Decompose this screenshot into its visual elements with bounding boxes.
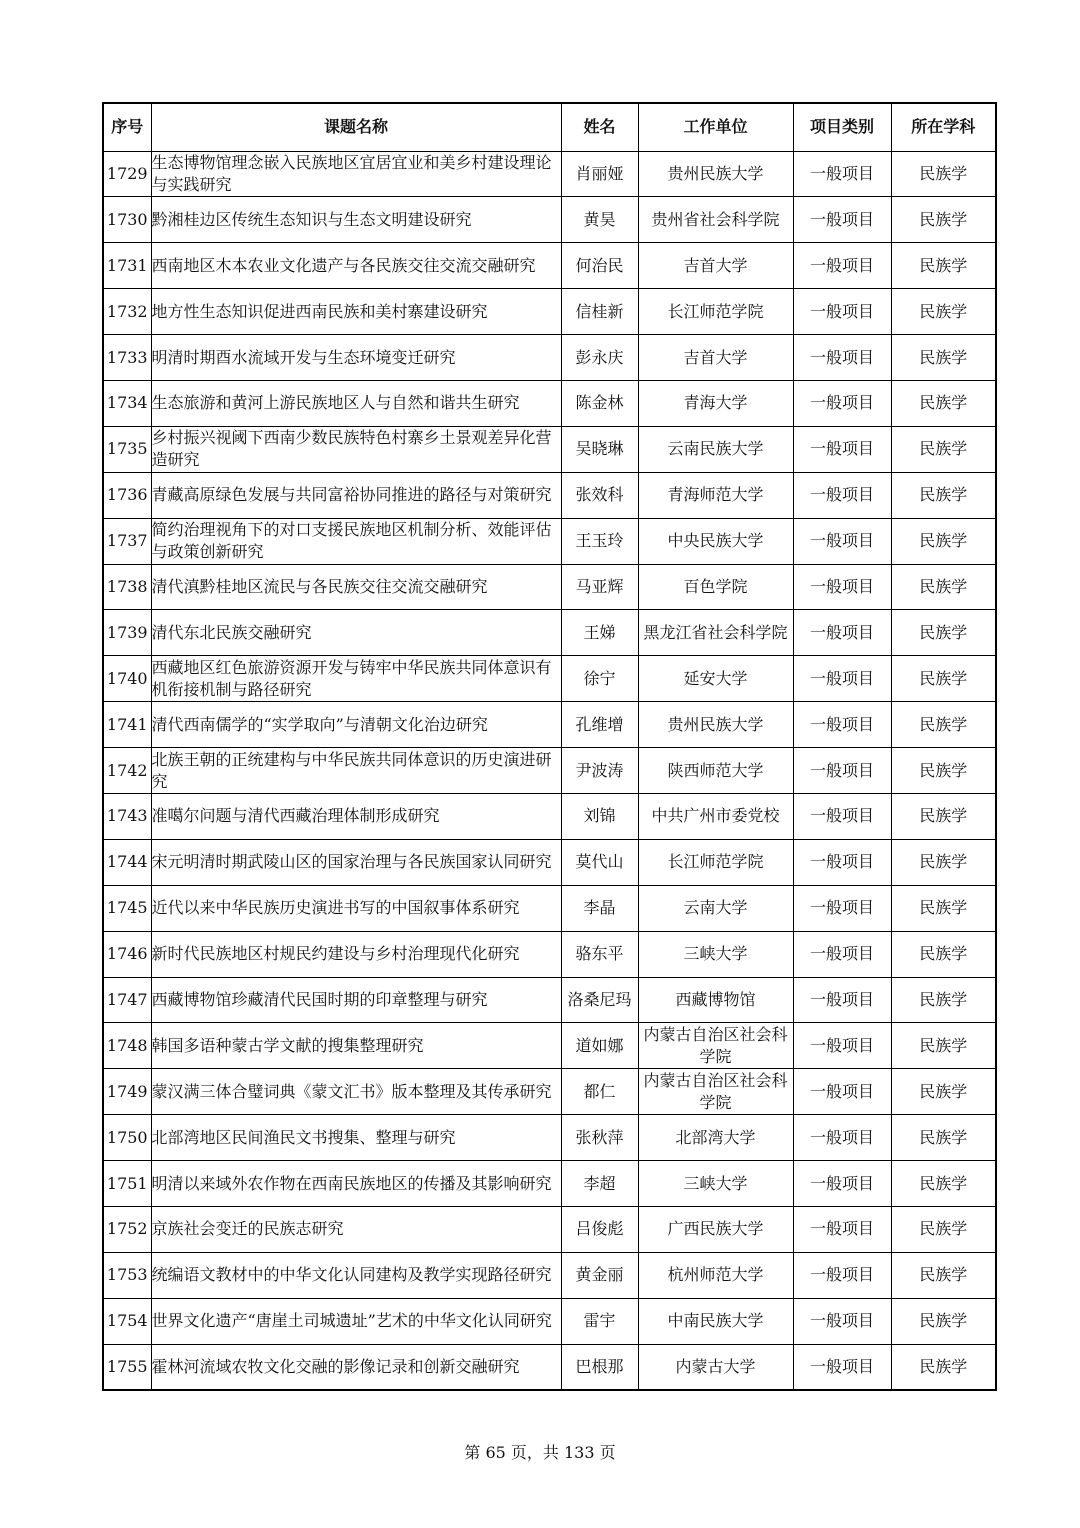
table-row: [103, 1206, 996, 1252]
cell-work-unit: 广西民族大学: [638, 1206, 793, 1252]
cell-subject: 民族学: [891, 197, 996, 243]
cell-subject: 民族学: [891, 977, 996, 1023]
table-header-row: [103, 103, 996, 151]
cell-work-unit: 贵州民族大学: [638, 151, 793, 197]
cell-project-title: 简约治理视角下的对口支援民族地区机制分析、效能评估与政策创新研究: [151, 518, 561, 564]
table-row: [103, 1344, 996, 1390]
header-subject: 所在学科: [891, 103, 996, 151]
cell-serial-number: 1754: [103, 1298, 151, 1344]
cell-work-unit: 百色学院: [638, 564, 793, 610]
cell-project-type: 一般项目: [793, 1069, 891, 1115]
cell-project-title: 新时代民族地区村规民约建设与乡村治理现代化研究: [151, 931, 561, 977]
cell-serial-number: 1751: [103, 1161, 151, 1207]
cell-project-type: 一般项目: [793, 1344, 891, 1390]
table-row: [103, 1161, 996, 1207]
cell-project-type: 一般项目: [793, 1161, 891, 1207]
cell-project-title: 世界文化遗产“唐崖土司城遗址”艺术的中华文化认同研究: [151, 1298, 561, 1344]
table-row: [103, 656, 996, 702]
cell-name: 黄金丽: [561, 1252, 638, 1298]
cell-serial-number: 1744: [103, 839, 151, 885]
cell-project-title: 生态博物馆理念嵌入民族地区宜居宜业和美乡村建设理论与实践研究: [151, 151, 561, 197]
cell-serial-number: 1732: [103, 289, 151, 335]
cell-subject: 民族学: [891, 1069, 996, 1115]
cell-work-unit: 西藏博物馆: [638, 977, 793, 1023]
cell-subject: 民族学: [891, 1115, 996, 1161]
cell-project-title: 明清时期酉水流域开发与生态环境变迁研究: [151, 335, 561, 381]
cell-name: 吴晓琳: [561, 426, 638, 472]
table-row: [103, 793, 996, 839]
table-row: [103, 702, 996, 748]
table-row: [103, 335, 996, 381]
cell-work-unit: 延安大学: [638, 656, 793, 702]
cell-serial-number: 1753: [103, 1252, 151, 1298]
cell-subject: 民族学: [891, 610, 996, 656]
cell-project-title: 韩国多语种蒙古学文献的搜集整理研究: [151, 1023, 561, 1069]
cell-project-title: 北部湾地区民间渔民文书搜集、整理与研究: [151, 1115, 561, 1161]
cell-work-unit: 贵州省社会科学院: [638, 197, 793, 243]
table-row: [103, 380, 996, 426]
cell-project-type: 一般项目: [793, 1023, 891, 1069]
cell-name: 彭永庆: [561, 335, 638, 381]
table-row: [103, 1252, 996, 1298]
cell-project-title: 蒙汉满三体合璧词典《蒙文汇书》版本整理及其传承研究: [151, 1069, 561, 1115]
cell-subject: 民族学: [891, 380, 996, 426]
cell-subject: 民族学: [891, 1161, 996, 1207]
table-row: [103, 564, 996, 610]
cell-serial-number: 1736: [103, 472, 151, 518]
table-row: [103, 289, 996, 335]
table-row: [103, 1298, 996, 1344]
cell-name: 马亚辉: [561, 564, 638, 610]
header-serial-number: 序号: [103, 103, 151, 151]
table-row: [103, 977, 996, 1023]
cell-subject: 民族学: [891, 243, 996, 289]
cell-work-unit: 陕西师范大学: [638, 748, 793, 794]
cell-name: 巴根那: [561, 1344, 638, 1390]
cell-name: 道如娜: [561, 1023, 638, 1069]
cell-serial-number: 1741: [103, 702, 151, 748]
header-name: 姓名: [561, 103, 638, 151]
cell-serial-number: 1755: [103, 1344, 151, 1390]
cell-serial-number: 1729: [103, 151, 151, 197]
cell-name: 肖丽娅: [561, 151, 638, 197]
cell-serial-number: 1745: [103, 885, 151, 931]
cell-serial-number: 1731: [103, 243, 151, 289]
table-row: [103, 839, 996, 885]
header-project-title: 课题名称: [151, 103, 561, 151]
cell-work-unit: 三峡大学: [638, 1161, 793, 1207]
cell-project-title: 北族王朝的正统建构与中华民族共同体意识的历史演进研究: [151, 748, 561, 794]
cell-project-type: 一般项目: [793, 518, 891, 564]
cell-project-type: 一般项目: [793, 702, 891, 748]
cell-project-title: 明清以来域外农作物在西南民族地区的传播及其影响研究: [151, 1161, 561, 1207]
cell-serial-number: 1735: [103, 426, 151, 472]
cell-subject: 民族学: [891, 1023, 996, 1069]
cell-subject: 民族学: [891, 289, 996, 335]
cell-subject: 民族学: [891, 702, 996, 748]
cell-name: 都仁: [561, 1069, 638, 1115]
cell-subject: 民族学: [891, 1206, 996, 1252]
cell-subject: 民族学: [891, 748, 996, 794]
cell-name: 骆东平: [561, 931, 638, 977]
cell-name: 李超: [561, 1161, 638, 1207]
cell-project-title: 京族社会变迁的民族志研究: [151, 1206, 561, 1252]
table-row: [103, 1023, 996, 1069]
cell-project-title: 乡村振兴视阈下西南少数民族特色村寨乡土景观差异化营造研究: [151, 426, 561, 472]
cell-project-type: 一般项目: [793, 977, 891, 1023]
cell-project-title: 近代以来中华民族历史演进书写的中国叙事体系研究: [151, 885, 561, 931]
cell-name: 王娣: [561, 610, 638, 656]
cell-subject: 民族学: [891, 564, 996, 610]
project-table: [102, 102, 997, 1391]
cell-serial-number: 1752: [103, 1206, 151, 1252]
cell-work-unit: 内蒙古自治区社会科学院: [638, 1069, 793, 1115]
cell-project-type: 一般项目: [793, 243, 891, 289]
cell-subject: 民族学: [891, 426, 996, 472]
cell-project-type: 一般项目: [793, 748, 891, 794]
table-row: [103, 748, 996, 794]
cell-work-unit: 中央民族大学: [638, 518, 793, 564]
cell-name: 莫代山: [561, 839, 638, 885]
cell-work-unit: 云南民族大学: [638, 426, 793, 472]
table-row: [103, 610, 996, 656]
cell-subject: 民族学: [891, 1298, 996, 1344]
cell-serial-number: 1734: [103, 380, 151, 426]
cell-work-unit: 北部湾大学: [638, 1115, 793, 1161]
cell-project-title: 生态旅游和黄河上游民族地区人与自然和谐共生研究: [151, 380, 561, 426]
cell-project-title: 清代滇黔桂地区流民与各民族交往交流交融研究: [151, 564, 561, 610]
cell-project-title: 黔湘桂边区传统生态知识与生态文明建设研究: [151, 197, 561, 243]
cell-serial-number: 1733: [103, 335, 151, 381]
cell-project-title: 西藏地区红色旅游资源开发与铸牢中华民族共同体意识有机衔接机制与路径研究: [151, 656, 561, 702]
table-row: [103, 931, 996, 977]
cell-project-type: 一般项目: [793, 472, 891, 518]
cell-project-type: 一般项目: [793, 289, 891, 335]
cell-subject: 民族学: [891, 839, 996, 885]
cell-project-title: 霍林河流域农牧文化交融的影像记录和创新交融研究: [151, 1344, 561, 1390]
cell-project-type: 一般项目: [793, 1115, 891, 1161]
cell-project-title: 清代东北民族交融研究: [151, 610, 561, 656]
table-row: [103, 426, 996, 472]
cell-project-type: 一般项目: [793, 656, 891, 702]
cell-subject: 民族学: [891, 472, 996, 518]
cell-work-unit: 杭州师范大学: [638, 1252, 793, 1298]
table-row: [103, 243, 996, 289]
table-row: [103, 472, 996, 518]
cell-name: 信桂新: [561, 289, 638, 335]
cell-project-title: 地方性生态知识促进西南民族和美村寨建设研究: [151, 289, 561, 335]
cell-serial-number: 1730: [103, 197, 151, 243]
cell-work-unit: 云南大学: [638, 885, 793, 931]
cell-work-unit: 吉首大学: [638, 243, 793, 289]
cell-project-type: 一般项目: [793, 793, 891, 839]
cell-name: 陈金林: [561, 380, 638, 426]
header-work-unit: 工作单位: [638, 103, 793, 151]
cell-subject: 民族学: [891, 931, 996, 977]
cell-project-type: 一般项目: [793, 1298, 891, 1344]
cell-serial-number: 1737: [103, 518, 151, 564]
table-row: [103, 885, 996, 931]
cell-project-type: 一般项目: [793, 885, 891, 931]
cell-serial-number: 1746: [103, 931, 151, 977]
cell-serial-number: 1738: [103, 564, 151, 610]
cell-name: 尹波涛: [561, 748, 638, 794]
cell-subject: 民族学: [891, 151, 996, 197]
cell-project-title: 西藏博物馆珍藏清代民国时期的印章整理与研究: [151, 977, 561, 1023]
cell-name: 孔维增: [561, 702, 638, 748]
cell-project-title: 西南地区木本农业文化遗产与各民族交往交流交融研究: [151, 243, 561, 289]
cell-work-unit: 内蒙古大学: [638, 1344, 793, 1390]
cell-project-type: 一般项目: [793, 564, 891, 610]
cell-work-unit: 黑龙江省社会科学院: [638, 610, 793, 656]
cell-project-type: 一般项目: [793, 839, 891, 885]
cell-project-type: 一般项目: [793, 931, 891, 977]
cell-work-unit: 吉首大学: [638, 335, 793, 381]
cell-work-unit: 长江师范学院: [638, 289, 793, 335]
cell-serial-number: 1750: [103, 1115, 151, 1161]
cell-name: 徐宁: [561, 656, 638, 702]
cell-serial-number: 1748: [103, 1023, 151, 1069]
cell-subject: 民族学: [891, 656, 996, 702]
table-row: [103, 1115, 996, 1161]
page-footer: 第 65 页，共 133 页: [464, 1443, 616, 1462]
cell-project-title: 准噶尔问题与清代西藏治理体制形成研究: [151, 793, 561, 839]
cell-project-type: 一般项目: [793, 1206, 891, 1252]
cell-name: 王玉玲: [561, 518, 638, 564]
cell-serial-number: 1740: [103, 656, 151, 702]
cell-subject: 民族学: [891, 1344, 996, 1390]
cell-project-title: 清代西南儒学的“实学取向”与清朝文化治边研究: [151, 702, 561, 748]
cell-work-unit: 贵州民族大学: [638, 702, 793, 748]
cell-name: 何治民: [561, 243, 638, 289]
cell-project-type: 一般项目: [793, 426, 891, 472]
cell-work-unit: 内蒙古自治区社会科学院: [638, 1023, 793, 1069]
cell-work-unit: 三峡大学: [638, 931, 793, 977]
cell-serial-number: 1743: [103, 793, 151, 839]
cell-subject: 民族学: [891, 885, 996, 931]
cell-work-unit: 中南民族大学: [638, 1298, 793, 1344]
table-body: [103, 151, 996, 1390]
cell-name: 刘锦: [561, 793, 638, 839]
table-row: [103, 1069, 996, 1115]
table-row: [103, 197, 996, 243]
cell-name: 黄昊: [561, 197, 638, 243]
cell-work-unit: 青海大学: [638, 380, 793, 426]
cell-work-unit: 青海师范大学: [638, 472, 793, 518]
cell-project-title: 青藏高原绿色发展与共同富裕协同推进的路径与对策研究: [151, 472, 561, 518]
cell-name: 雷宇: [561, 1298, 638, 1344]
table-row: [103, 151, 996, 197]
cell-subject: 民族学: [891, 1252, 996, 1298]
cell-project-type: 一般项目: [793, 610, 891, 656]
cell-name: 张秋萍: [561, 1115, 638, 1161]
cell-project-title: 宋元明清时期武陵山区的国家治理与各民族国家认同研究: [151, 839, 561, 885]
cell-serial-number: 1739: [103, 610, 151, 656]
cell-serial-number: 1742: [103, 748, 151, 794]
cell-serial-number: 1747: [103, 977, 151, 1023]
cell-subject: 民族学: [891, 793, 996, 839]
cell-project-title: 统编语文教材中的中华文化认同建构及教学实现路径研究: [151, 1252, 561, 1298]
cell-project-type: 一般项目: [793, 380, 891, 426]
cell-serial-number: 1749: [103, 1069, 151, 1115]
cell-subject: 民族学: [891, 518, 996, 564]
cell-name: 张效科: [561, 472, 638, 518]
cell-project-type: 一般项目: [793, 197, 891, 243]
cell-work-unit: 中共广州市委党校: [638, 793, 793, 839]
header-project-type: 项目类别: [793, 103, 891, 151]
cell-project-type: 一般项目: [793, 151, 891, 197]
cell-work-unit: 长江师范学院: [638, 839, 793, 885]
cell-project-type: 一般项目: [793, 335, 891, 381]
cell-subject: 民族学: [891, 335, 996, 381]
cell-name: 吕俊彪: [561, 1206, 638, 1252]
cell-project-type: 一般项目: [793, 1252, 891, 1298]
table-row: [103, 518, 996, 564]
cell-name: 洛桑尼玛: [561, 977, 638, 1023]
cell-name: 李晶: [561, 885, 638, 931]
